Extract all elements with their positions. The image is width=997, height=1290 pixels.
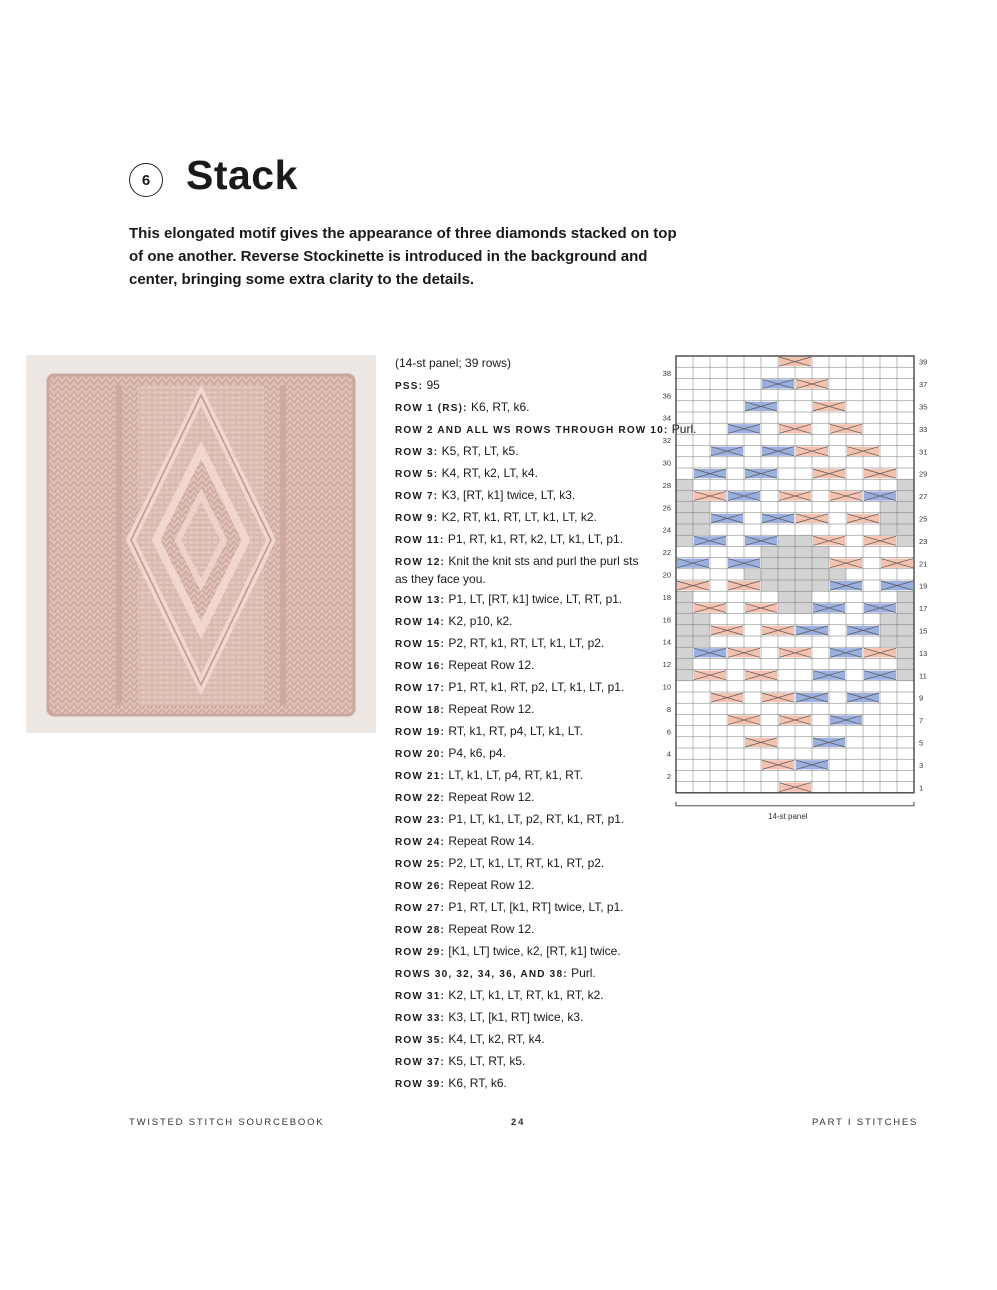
instruction-line <box>395 985 650 1007</box>
instruction-text: K2, LT, k1, LT, RT, k1, RT, k2. <box>445 988 604 1002</box>
left-twist-symbol <box>677 559 709 568</box>
right-twist-symbol <box>779 783 811 792</box>
left-twist-symbol <box>813 671 845 680</box>
instruction-text: P2, RT, k1, RT, LT, k1, LT, p2. <box>445 636 605 650</box>
instruction-label: ROW 2 AND ALL WS ROWS THROUGH ROW 10: <box>395 425 669 436</box>
purl-cell <box>778 602 795 613</box>
instruction-label: ROW 14: <box>395 617 446 628</box>
instruction-text: Repeat Row 12. <box>445 922 535 936</box>
purl-cell <box>897 524 914 535</box>
instruction-label: ROW 28: <box>395 925 446 936</box>
purl-cell <box>897 502 914 513</box>
left-twist-symbol <box>796 693 828 702</box>
instruction-text: Repeat Row 14. <box>445 834 535 848</box>
right-twist-symbol <box>779 424 811 433</box>
row-number: 3 <box>919 760 924 770</box>
row-number: 21 <box>919 559 928 569</box>
purl-cell <box>676 647 693 658</box>
instruction-text: (14-st panel; 39 rows) <box>395 356 512 370</box>
left-twist-symbol <box>864 603 896 612</box>
instruction-label: ROW 33: <box>395 1013 446 1024</box>
row-number: 5 <box>919 738 924 748</box>
instruction-line <box>395 765 650 787</box>
right-twist-symbol <box>728 715 760 724</box>
stitch-chart <box>656 350 936 830</box>
instruction-line <box>395 809 650 831</box>
instructions-list <box>395 353 697 1095</box>
row-number: 18 <box>662 592 671 602</box>
purl-cell <box>778 535 795 546</box>
instruction-text: P1, RT, k1, RT, k2, LT, k1, LT, p1. <box>444 532 624 546</box>
left-twist-symbol <box>745 469 777 478</box>
left-twist-symbol <box>864 671 896 680</box>
purl-cell <box>778 569 795 580</box>
row-number: 23 <box>919 536 928 546</box>
purl-cell <box>829 569 846 580</box>
right-twist-symbol <box>694 603 726 612</box>
purl-cell <box>897 625 914 636</box>
purl-cell <box>795 580 812 591</box>
instruction-text: K5, RT, LT, k5. <box>438 444 519 458</box>
purl-cell <box>778 546 795 557</box>
instruction-label: ROW 23: <box>395 815 446 826</box>
instruction-label: ROW 5: <box>395 469 439 480</box>
right-twist-symbol <box>762 693 794 702</box>
purl-cell <box>744 569 761 580</box>
right-twist-symbol <box>796 447 828 456</box>
left-twist-symbol <box>847 693 879 702</box>
instruction-line <box>395 919 650 941</box>
purl-cell <box>676 479 693 490</box>
left-twist-symbol <box>796 626 828 635</box>
purl-cell <box>676 524 693 535</box>
row-number: 7 <box>919 716 924 726</box>
purl-cell <box>897 636 914 647</box>
right-twist-symbol <box>813 469 845 478</box>
right-twist-symbol <box>847 514 879 523</box>
instruction-text: K2, p10, k2. <box>445 614 513 628</box>
left-twist-symbol <box>813 603 845 612</box>
right-twist-symbol <box>728 648 760 657</box>
row-number: 15 <box>919 626 928 636</box>
purl-cell <box>693 614 710 625</box>
instruction-line <box>395 655 650 677</box>
instruction-label: ROW 26: <box>395 881 446 892</box>
right-twist-symbol <box>830 559 862 568</box>
instruction-line <box>395 463 650 485</box>
instruction-line <box>395 611 650 633</box>
purl-cell <box>880 502 897 513</box>
instruction-line <box>395 1007 650 1029</box>
right-twist-symbol <box>830 491 862 500</box>
instruction-text: K4, LT, k2, RT, k4. <box>445 1032 545 1046</box>
purl-cell <box>676 670 693 681</box>
purl-cell <box>693 502 710 513</box>
row-number: 6 <box>666 727 671 737</box>
instruction-label: ROW 12: <box>395 557 446 568</box>
purl-cell <box>795 591 812 602</box>
purl-cell <box>812 558 829 569</box>
right-twist-symbol <box>830 424 862 433</box>
instruction-label: ROW 9: <box>395 513 439 524</box>
purl-cell <box>676 625 693 636</box>
purl-cell <box>676 658 693 669</box>
instruction-text: Repeat Row 12. <box>445 878 535 892</box>
instruction-line <box>395 875 650 897</box>
row-number: 39 <box>919 357 928 367</box>
instruction-label: ROW 7: <box>395 491 439 502</box>
row-number: 27 <box>919 492 928 502</box>
purl-cell <box>880 513 897 524</box>
row-number: 37 <box>919 380 928 390</box>
row-number: 28 <box>662 480 671 490</box>
right-twist-symbol <box>847 447 879 456</box>
instruction-label: ROW 11: <box>395 535 445 546</box>
purl-cell <box>897 591 914 602</box>
instruction-line <box>395 743 650 765</box>
instruction-text: P1, RT, LT, [k1, RT] twice, LT, p1. <box>445 900 624 914</box>
left-twist-symbol <box>745 536 777 545</box>
purl-cell <box>676 502 693 513</box>
instruction-text: K6, RT, k6. <box>445 1076 507 1090</box>
pattern-title: Stack <box>186 152 298 198</box>
instruction-label: ROW 29: <box>395 947 446 958</box>
instruction-text: Repeat Row 12. <box>445 702 535 716</box>
purl-cell <box>676 535 693 546</box>
left-twist-symbol <box>745 402 777 411</box>
row-number: 10 <box>662 682 671 692</box>
footer-book-title: TWISTED STITCH SOURCEBOOK <box>129 1117 325 1128</box>
instruction-text: Purl. <box>668 422 697 436</box>
right-twist-symbol <box>813 536 845 545</box>
purl-cell <box>897 535 914 546</box>
row-number: 20 <box>662 570 671 580</box>
instruction-line <box>395 897 650 919</box>
instruction-text: Repeat Row 12. <box>445 790 535 804</box>
instruction-line <box>395 589 650 611</box>
instruction-text: P1, LT, k1, LT, p2, RT, k1, RT, p1. <box>445 812 625 826</box>
left-twist-symbol <box>694 536 726 545</box>
right-twist-symbol <box>711 626 743 635</box>
instruction-text: P1, RT, k1, RT, p2, LT, k1, LT, p1. <box>445 680 625 694</box>
purl-cell <box>880 614 897 625</box>
row-number: 38 <box>662 368 671 378</box>
purl-cell <box>795 558 812 569</box>
purl-cell <box>778 580 795 591</box>
instruction-text: K4, RT, k2, LT, k4. <box>438 466 538 480</box>
row-number: 35 <box>919 402 928 412</box>
instruction-label: ROW 18: <box>395 705 446 716</box>
instruction-text: K3, LT, [k1, RT] twice, k3. <box>445 1010 584 1024</box>
left-twist-symbol <box>796 760 828 769</box>
purl-cell <box>795 546 812 557</box>
instruction-label: ROW 17: <box>395 683 446 694</box>
purl-cell <box>897 490 914 501</box>
panel-bracket <box>676 802 914 806</box>
instruction-line <box>395 353 650 375</box>
purl-cell <box>897 658 914 669</box>
purl-cell <box>761 558 778 569</box>
row-number: 16 <box>662 615 671 625</box>
right-twist-symbol <box>762 760 794 769</box>
instruction-text: Purl. <box>567 966 596 980</box>
right-twist-symbol <box>711 693 743 702</box>
left-twist-symbol <box>728 424 760 433</box>
purl-cell <box>795 602 812 613</box>
instruction-text: P4, k6, p4. <box>445 746 506 760</box>
instruction-line <box>395 485 650 507</box>
purl-cell <box>693 524 710 535</box>
chart-caption: 14-st panel <box>768 812 808 821</box>
right-twist-symbol <box>779 491 811 500</box>
purl-cell <box>812 546 829 557</box>
right-twist-symbol <box>745 738 777 747</box>
instruction-line <box>395 375 650 397</box>
purl-cell <box>795 535 812 546</box>
row-number: 13 <box>919 648 928 658</box>
row-number: 32 <box>662 436 671 446</box>
row-number: 36 <box>662 391 671 401</box>
instruction-label: ROW 27: <box>395 903 446 914</box>
left-twist-symbol <box>762 379 794 388</box>
left-twist-symbol <box>694 648 726 657</box>
purl-cell <box>795 569 812 580</box>
right-twist-symbol <box>796 514 828 523</box>
purl-cell <box>812 580 829 591</box>
purl-cell <box>761 569 778 580</box>
left-twist-symbol <box>864 491 896 500</box>
right-twist-symbol <box>864 648 896 657</box>
row-number: 24 <box>662 525 671 535</box>
instruction-text: Repeat Row 12. <box>445 658 535 672</box>
instruction-line <box>395 553 650 587</box>
row-number: 25 <box>919 514 928 524</box>
instruction-line <box>395 963 650 985</box>
right-twist-symbol <box>745 671 777 680</box>
row-number: 9 <box>919 693 924 703</box>
instruction-line <box>395 787 650 809</box>
row-number: 14 <box>662 637 671 647</box>
instruction-line <box>395 441 650 463</box>
instruction-text: K3, [RT, k1] twice, LT, k3. <box>438 488 576 502</box>
row-number: 12 <box>662 660 671 670</box>
instruction-text: K5, LT, RT, k5. <box>445 1054 526 1068</box>
purl-cell <box>897 670 914 681</box>
purl-cell <box>880 625 897 636</box>
instruction-text: P1, LT, [RT, k1] twice, LT, RT, p1. <box>445 592 623 606</box>
row-number: 17 <box>919 604 928 614</box>
purl-cell <box>693 513 710 524</box>
instruction-text: RT, k1, RT, p4, LT, k1, LT. <box>445 724 583 738</box>
pattern-number-badge: 6 <box>129 163 163 197</box>
right-twist-symbol <box>694 671 726 680</box>
instruction-line <box>395 1029 650 1051</box>
row-number: 2 <box>666 772 671 782</box>
instruction-label: ROW 13: <box>395 595 446 606</box>
instruction-line <box>395 397 650 419</box>
purl-cell <box>778 558 795 569</box>
right-twist-symbol <box>762 626 794 635</box>
purl-cell <box>676 591 693 602</box>
instruction-text: K6, RT, k6. <box>467 400 530 414</box>
row-number: 26 <box>662 503 671 513</box>
right-twist-symbol <box>779 357 811 366</box>
right-twist-symbol <box>864 536 896 545</box>
instruction-label: ROW 31: <box>395 991 446 1002</box>
left-twist-symbol <box>830 715 862 724</box>
instruction-label: ROWS 30, 32, 34, 36, AND 38: <box>395 969 568 980</box>
row-number: 34 <box>662 413 671 423</box>
row-number: 30 <box>662 458 671 468</box>
right-twist-symbol <box>796 379 828 388</box>
purl-cell <box>897 614 914 625</box>
instruction-text: [K1, LT] twice, k2, [RT, k1] twice. <box>445 944 621 958</box>
purl-cell <box>778 591 795 602</box>
row-number: 8 <box>666 704 671 714</box>
instruction-label: ROW 16: <box>395 661 446 672</box>
row-number: 1 <box>919 783 924 793</box>
instruction-label: ROW 22: <box>395 793 446 804</box>
instruction-text: Knit the knit sts and purl the purl sts as they face you. <box>395 554 639 586</box>
row-number: 11 <box>919 671 927 681</box>
right-twist-symbol <box>881 559 913 568</box>
instruction-label: ROW 20: <box>395 749 446 760</box>
instruction-label: ROW 37: <box>395 1057 446 1068</box>
right-twist-symbol <box>779 715 811 724</box>
purl-cell <box>880 524 897 535</box>
instruction-text: K2, RT, k1, RT, LT, k1, LT, k2. <box>438 510 597 524</box>
purl-cell <box>676 490 693 501</box>
purl-cell <box>897 513 914 524</box>
instruction-line <box>395 941 650 963</box>
purl-cell <box>693 636 710 647</box>
row-number: 19 <box>919 581 928 591</box>
purl-cell <box>897 602 914 613</box>
instruction-label: ROW 35: <box>395 1035 446 1046</box>
right-twist-symbol <box>864 469 896 478</box>
row-number: 22 <box>662 548 671 558</box>
instruction-text: P2, LT, k1, LT, RT, k1, RT, p2. <box>445 856 605 870</box>
instruction-text: 95 <box>423 378 440 392</box>
purl-cell <box>676 602 693 613</box>
row-number: 29 <box>919 469 928 479</box>
purl-cell <box>693 625 710 636</box>
purl-cell <box>676 636 693 647</box>
left-twist-symbol <box>762 447 794 456</box>
left-twist-symbol <box>830 581 862 590</box>
instruction-label: ROW 24: <box>395 837 446 848</box>
row-number: 33 <box>919 424 928 434</box>
purl-cell <box>676 614 693 625</box>
instruction-label: ROW 1 (RS): <box>395 403 468 414</box>
footer-page-number: 24 <box>511 1117 526 1128</box>
instruction-line <box>395 1073 650 1095</box>
right-twist-symbol <box>728 581 760 590</box>
row-number: 31 <box>919 447 928 457</box>
instruction-label: ROW 25: <box>395 859 446 870</box>
purl-cell <box>897 647 914 658</box>
left-twist-symbol <box>728 559 760 568</box>
right-twist-symbol <box>694 491 726 500</box>
purl-cell <box>761 546 778 557</box>
left-twist-symbol <box>694 469 726 478</box>
instruction-line <box>395 699 650 721</box>
instruction-line <box>395 529 650 551</box>
instruction-line <box>395 831 650 853</box>
right-twist-symbol <box>813 402 845 411</box>
row-number: 4 <box>666 749 671 759</box>
instruction-line <box>395 507 650 529</box>
instruction-line <box>395 677 650 699</box>
left-twist-symbol <box>830 648 862 657</box>
left-twist-symbol <box>711 447 743 456</box>
knit-swatch-photo <box>26 355 376 733</box>
purl-cell <box>761 580 778 591</box>
purl-cell <box>880 636 897 647</box>
instruction-text: LT, k1, LT, p4, RT, k1, RT. <box>445 768 583 782</box>
instruction-line <box>395 721 650 743</box>
purl-cell <box>897 479 914 490</box>
footer-section: PART I STITCHES <box>812 1117 919 1128</box>
right-twist-symbol <box>677 581 709 590</box>
left-twist-symbol <box>762 514 794 523</box>
left-twist-symbol <box>728 491 760 500</box>
instruction-line <box>395 1051 650 1073</box>
instruction-label: ROW 3: <box>395 447 439 458</box>
left-twist-symbol <box>813 738 845 747</box>
instruction-label: ROW 39: <box>395 1079 446 1090</box>
left-twist-symbol <box>847 626 879 635</box>
left-twist-symbol <box>711 514 743 523</box>
right-twist-symbol <box>779 648 811 657</box>
instruction-label: ROW 19: <box>395 727 446 738</box>
left-twist-symbol <box>881 581 913 590</box>
instruction-line <box>395 633 650 655</box>
right-twist-symbol <box>745 603 777 612</box>
instruction-label: ROW 21: <box>395 771 446 782</box>
instruction-line <box>395 853 650 875</box>
instruction-label: ROW 15: <box>395 639 446 650</box>
instruction-label: PSS: <box>395 381 424 392</box>
purl-cell <box>812 569 829 580</box>
pattern-intro: This elongated motif gives the appearance of three diamonds stacked on top of one another. Reverse Stockinette is introduced in the background and center, bringing some extra clarity to the details. <box>129 225 677 288</box>
purl-cell <box>676 513 693 524</box>
